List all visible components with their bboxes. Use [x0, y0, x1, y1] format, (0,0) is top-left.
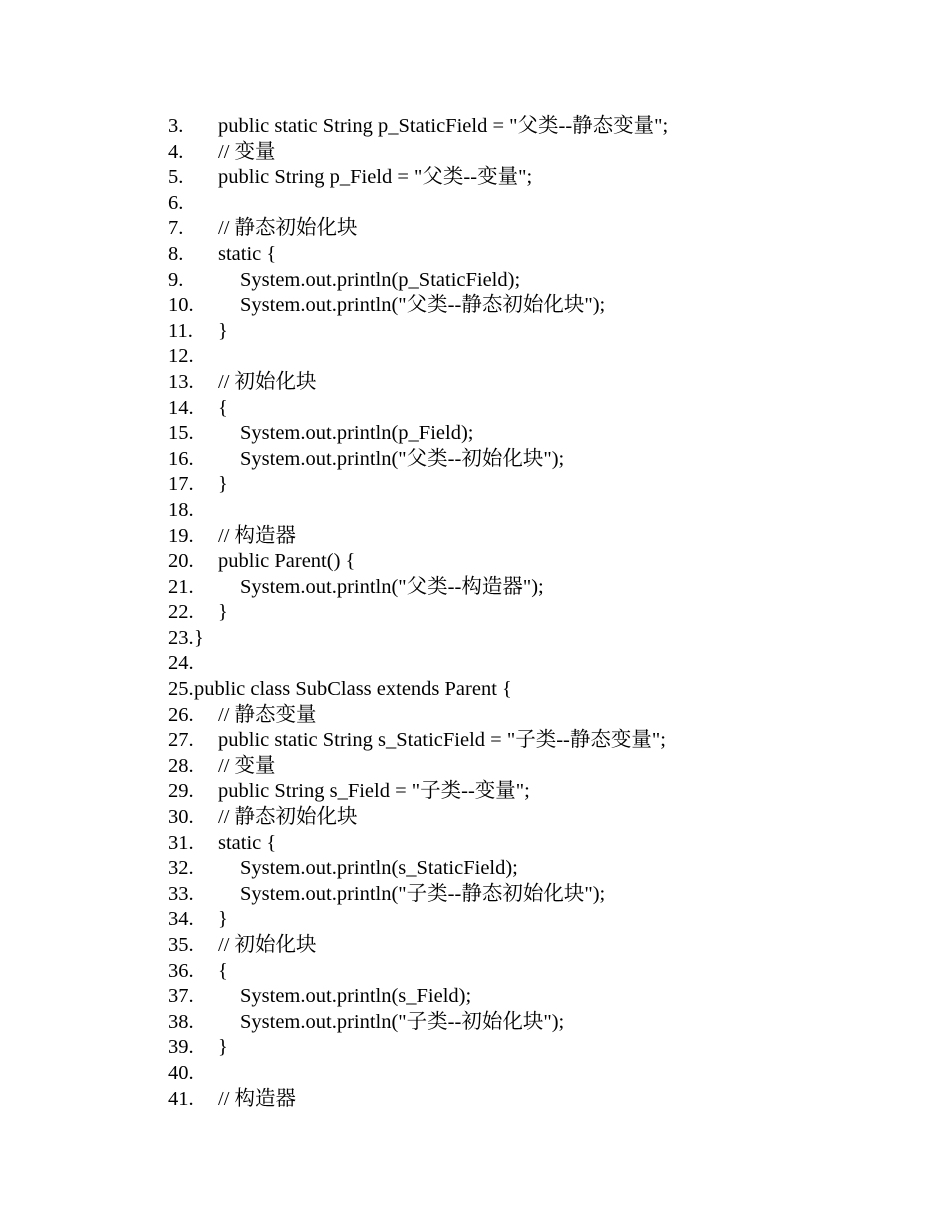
- code-text: // 静态初始化块: [218, 217, 358, 240]
- line-number: 9.: [168, 268, 184, 291]
- code-text: static {: [218, 242, 277, 265]
- code-text: // 初始化块: [218, 370, 317, 393]
- line-number: 31.: [168, 831, 194, 854]
- code-text: public static String p_StaticField = "父类--静态变量";: [218, 115, 669, 137]
- line-number: 34.: [168, 908, 194, 931]
- code-text: // 构造器: [218, 524, 297, 547]
- code-text: // 变量: [218, 140, 276, 163]
- line-number: 24.: [168, 652, 194, 675]
- line-number: 18.: [168, 498, 194, 521]
- line-number: 32.: [168, 857, 194, 880]
- code-text: public String s_Field = "子类--变量";: [218, 780, 530, 803]
- code-text: }: [218, 473, 228, 496]
- line-number: 13.: [168, 370, 194, 393]
- code-text: static {: [218, 831, 277, 854]
- line-number: 27.: [168, 729, 194, 752]
- line-number: 21.: [168, 575, 194, 598]
- line-number: 41.: [168, 1087, 194, 1110]
- code-text: public Parent() {: [218, 550, 356, 573]
- code-text: System.out.println("子类--初始化块");: [240, 1010, 565, 1033]
- line-number: 40.: [168, 1061, 194, 1084]
- code-text: // 静态初始化块: [218, 806, 358, 829]
- line-number: 3.: [168, 115, 184, 137]
- code-text: }: [218, 908, 228, 931]
- code-text: // 变量: [218, 754, 276, 777]
- line-number: 17.: [168, 473, 194, 496]
- line-number: 35.: [168, 934, 194, 956]
- code-text: public class SubClass extends Parent {: [194, 678, 512, 701]
- code-text: {: [218, 959, 228, 982]
- line-number: 8.: [168, 242, 184, 265]
- line-number: 37.: [168, 985, 194, 1008]
- line-number: 19.: [168, 524, 194, 547]
- code-text: public String p_Field = "父类--变量";: [218, 166, 533, 189]
- code-text: {: [218, 396, 228, 419]
- line-number: 29.: [168, 780, 194, 803]
- line-number: 10.: [168, 294, 194, 317]
- line-number: 7.: [168, 217, 184, 240]
- code-text: // 构造器: [218, 1087, 297, 1110]
- line-number: 38.: [168, 1010, 194, 1033]
- code-text: }: [194, 626, 204, 649]
- code-text: // 静态变量: [218, 703, 317, 726]
- line-number: 30.: [168, 806, 194, 829]
- line-number: 26.: [168, 703, 194, 726]
- line-number: 33.: [168, 882, 194, 905]
- line-number: 14.: [168, 396, 194, 419]
- line-number: 25.: [168, 678, 194, 701]
- line-number: 22.: [168, 601, 194, 624]
- code-text: System.out.println(s_Field);: [240, 985, 472, 1008]
- line-number: 15.: [168, 422, 194, 445]
- line-number: 20.: [168, 550, 194, 573]
- code-text: public static String s_StaticField = "子类--静态变量";: [218, 729, 666, 752]
- line-number: 23.: [168, 626, 194, 649]
- line-number: 36.: [168, 959, 194, 982]
- code-text: }: [218, 601, 228, 624]
- code-text: System.out.println("父类--初始化块");: [240, 447, 565, 470]
- code-text: System.out.println(s_StaticField);: [240, 857, 518, 880]
- code-text: System.out.println("父类--构造器");: [240, 575, 544, 598]
- line-number: 16.: [168, 447, 194, 470]
- line-number: 4.: [168, 140, 184, 163]
- line-number: 12.: [168, 345, 194, 368]
- code-text: // 初始化块: [218, 934, 317, 956]
- line-number: 11.: [168, 319, 193, 342]
- code-text: System.out.println("父类--静态初始化块");: [240, 294, 606, 317]
- line-number: 5.: [168, 166, 184, 189]
- code-text: }: [218, 319, 228, 342]
- line-number: 39.: [168, 1036, 194, 1059]
- code-text: System.out.println("子类--静态初始化块");: [240, 882, 606, 905]
- code-text: }: [218, 1036, 228, 1059]
- line-number: 28.: [168, 754, 194, 777]
- code-text: System.out.println(p_StaticField);: [240, 268, 521, 291]
- code-text: System.out.println(p_Field);: [240, 422, 474, 445]
- line-number: 6.: [168, 191, 184, 214]
